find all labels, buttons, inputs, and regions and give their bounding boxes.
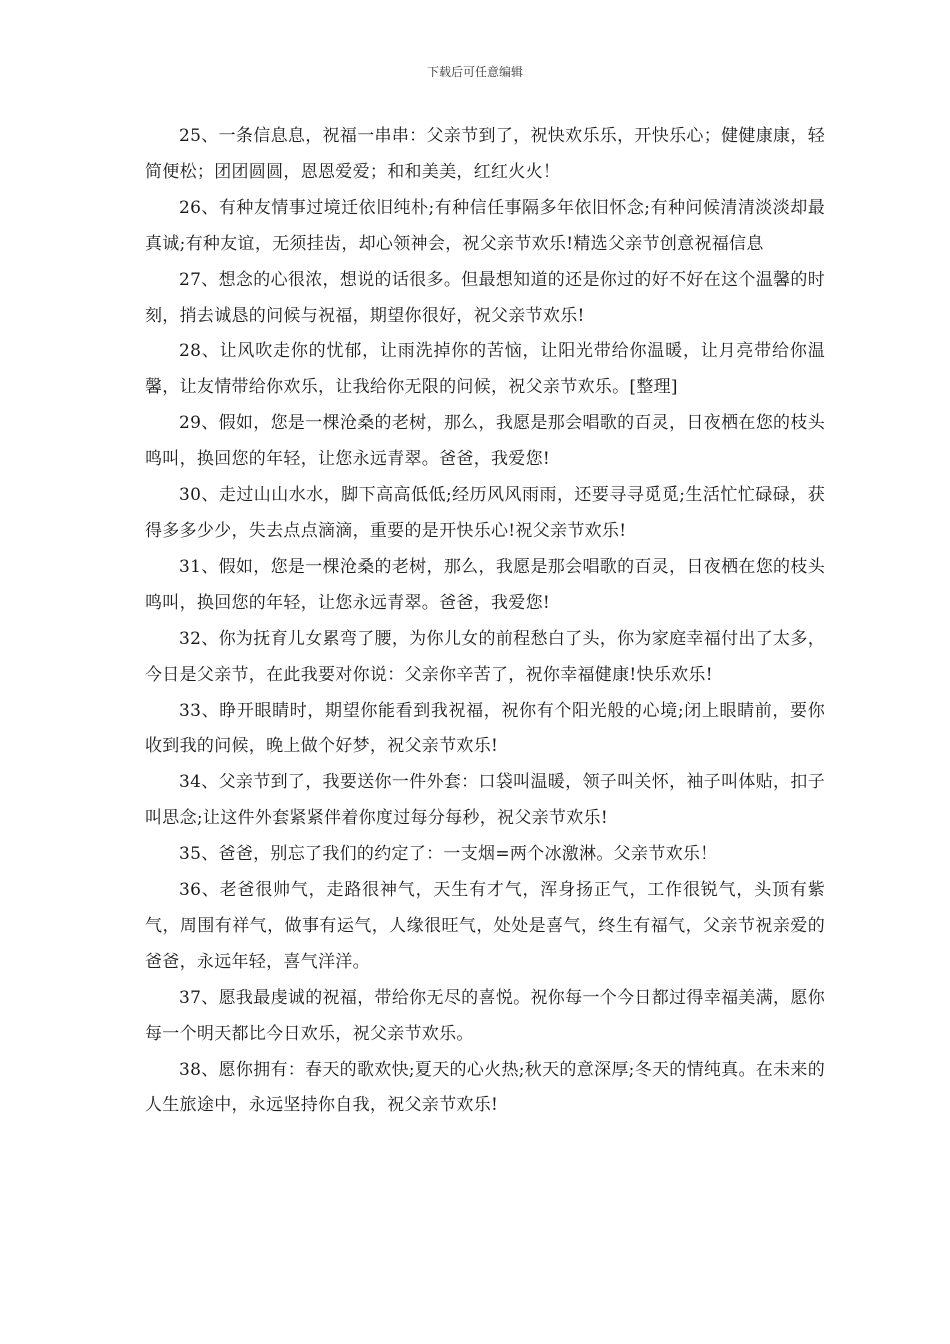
- paragraph-25: 25、一条信息息，祝福一串串：父亲节到了，祝快欢乐乐，开快乐心；健健康康，轻简便松；团团圆圆，恩恩爱爱；和和美美，红红火火！: [145, 126, 825, 182]
- paragraph-36: 36、老爸很帅气，走路很神气，天生有才气，浑身扬正气，工作很锐气，头顶有紫气，周围有祥气，做事有运气，人缘很旺气，处处是喜气，终生有福气，父亲节祝亲爱的爸爸，永远年轻，喜气洋洋。: [145, 880, 825, 972]
- paragraph-26: 26、有种友情事过境迁依旧纯朴;有种信任事隔多年依旧怀念;有种问候清清淡淡却最真诚;有种友谊，无须挂齿，却心领神会，祝父亲节欢乐!精选父亲节创意祝福信息: [145, 197, 825, 254]
- page-header: 下载后可任意编辑: [426, 65, 523, 79]
- paragraph-34: 34、父亲节到了，我要送你一件外套：口袋叫温暖，领子叫关怀，袖子叫体贴，扣子叫思念;让这件外套紧紧伴着你度过每分每秒，祝父亲节欢乐!: [145, 772, 825, 829]
- paragraph-27: 27、想念的心很浓，想说的话很多。但最想知道的还是你过的好不好在这个温馨的时刻，捎去诚恳的问候与祝福，期望你很好，祝父亲节欢乐!: [145, 269, 825, 326]
- paragraph-28: 28、让风吹走你的忧郁，让雨洗掉你的苦恼，让阳光带给你温暖，让月亮带给你温馨，让友情带给你欢乐，让我给你无限的问候，祝父亲节欢乐。[整理]: [145, 341, 825, 398]
- paragraph-37: 37、愿我最虔诚的祝福，带给你无尽的喜悦。祝你每一个今日都过得幸福美满，愿你每一个明天都比今日欢乐，祝父亲节欢乐。: [145, 987, 825, 1044]
- paragraph-29: 29、假如，您是一棵沧桑的老树，那么，我愿是那会唱歌的百灵，日夜栖在您的枝头鸣叫，换回您的年轻，让您永远青翠。爸爸，我爱您!: [145, 413, 825, 470]
- paragraph-32: 32、你为抚育儿女累弯了腰，为你儿女的前程愁白了头，你为家庭幸福付出了太多，今日是父亲节，在此我要对你说：父亲你辛苦了，祝你幸福健康!快乐欢乐!: [145, 628, 825, 685]
- paragraph-38: 38、愿你拥有：春天的歌欢快;夏天的心火热;秋天的意深厚;冬天的情纯真。在未来的人生旅途中，永远坚持你自我，祝父亲节欢乐!: [145, 1059, 825, 1116]
- paragraph-35: 35、爸爸，别忘了我们的约定了：一支烟=两个冰激淋。父亲节欢乐！: [179, 844, 718, 865]
- document-body: [145, 119, 825, 1124]
- paragraph-33: 33、睁开眼睛时，期望你能看到我祝福，祝你有个阳光般的心境;闭上眼睛前，要你收到我的问候，晚上做个好梦，祝父亲节欢乐!: [145, 700, 825, 757]
- paragraph-31: 31、假如，您是一棵沧桑的老树，那么，我愿是那会唱歌的百灵，日夜栖在您的枝头鸣叫，换回您的年轻，让您永远青翠。爸爸，我爱您!: [145, 556, 825, 613]
- paragraph-30: 30、走过山山水水，脚下高高低低;经历风风雨雨，还要寻寻觅觅;生活忙忙碌碌，获得多多少少，失去点点滴滴，重要的是开快乐心!祝父亲节欢乐!: [145, 485, 825, 541]
